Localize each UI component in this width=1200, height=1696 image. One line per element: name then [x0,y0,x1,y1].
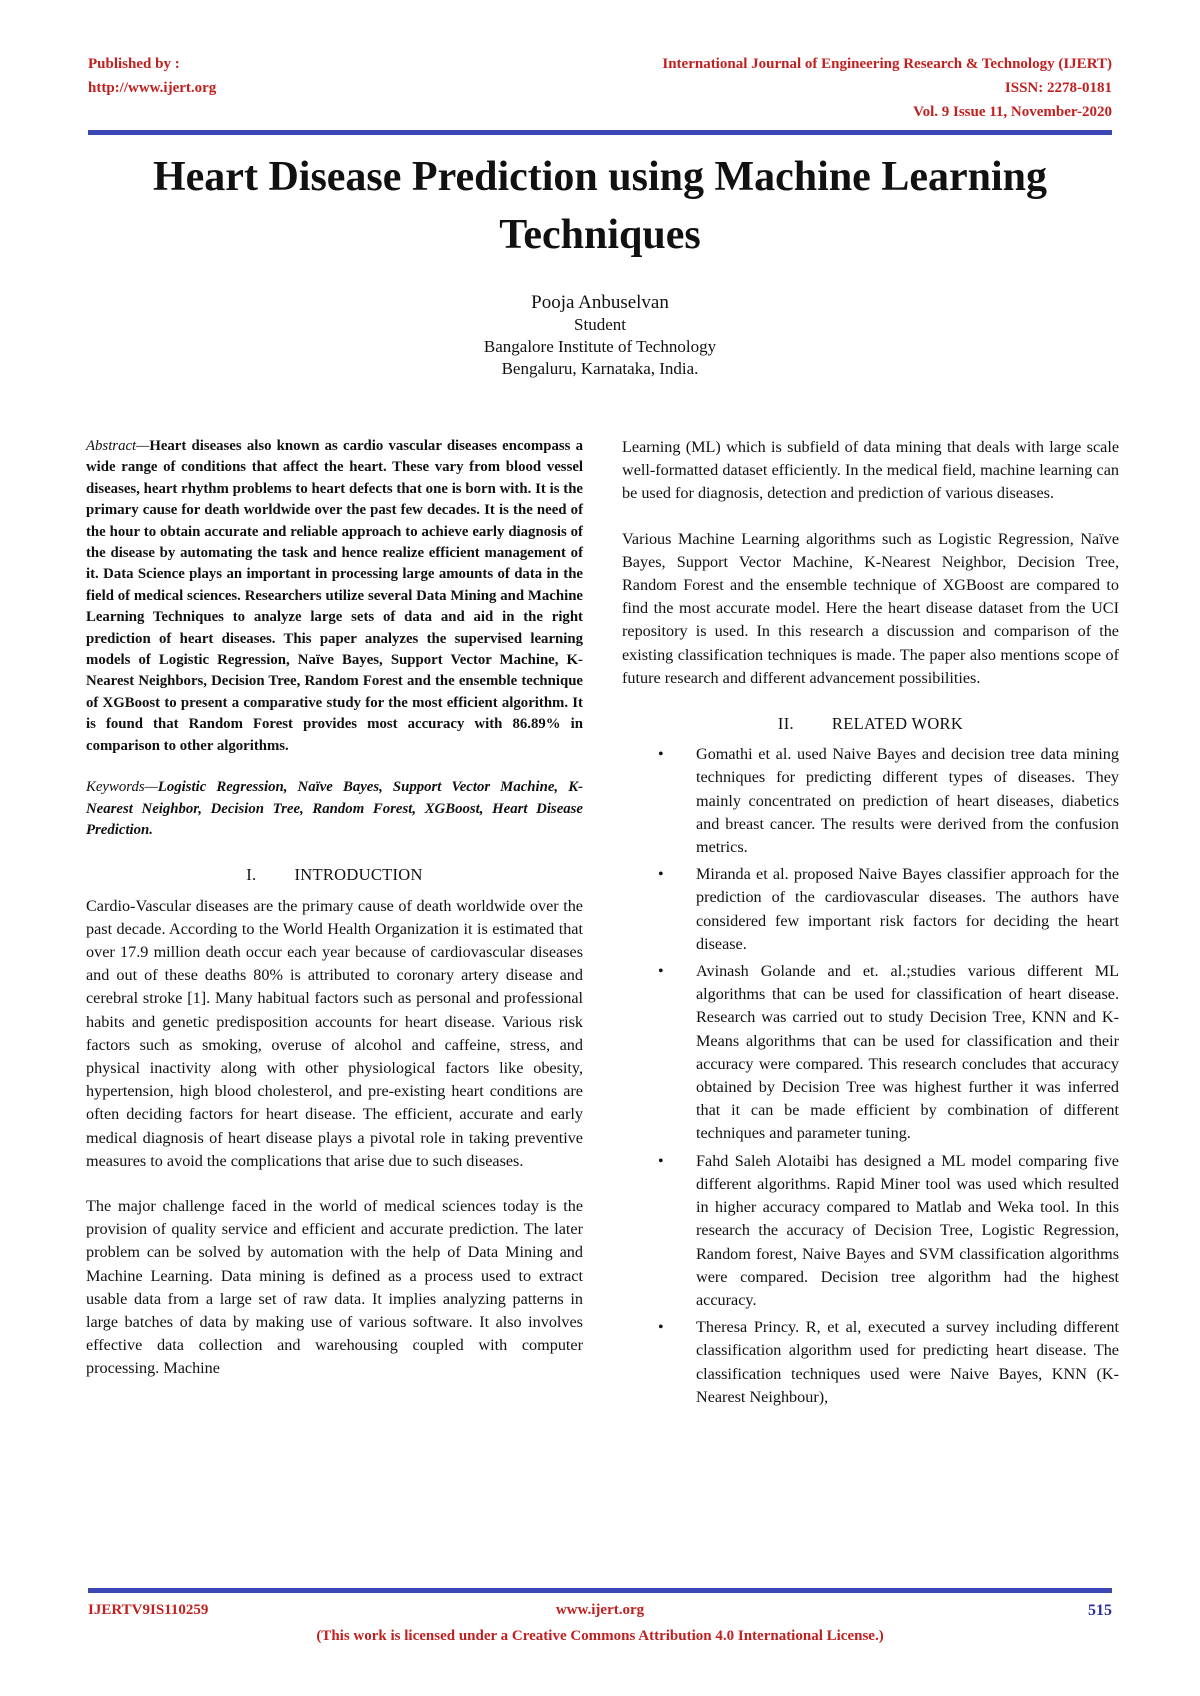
abstract-lead: Abstract— [86,438,150,454]
bullet-icon: • [658,866,664,884]
page-number: 515 [1088,1602,1112,1619]
list-item [622,1150,1119,1312]
paper-title: Heart Disease Prediction using Machine Learning Techniques [153,154,1047,258]
keywords [86,777,583,841]
keywords-lead: Keywords— [86,779,158,796]
list-item [622,1316,1119,1409]
list-item-text: Fahd Saleh Alotaibi has designed a ML model comparing five different algorithms. Rapid Miner tool was used which resulted in higher accuracy compared to Matlab and Weka tool. In this research the accuracy of Decision Tree, Logistic Regression, Random forest, Naive Bayes and SVM classification algorithms were compared. Decision tree algorithm had the highest accuracy. [696,1151,1119,1309]
list-item-text: Miranda et al. proposed Naive Bayes classifier approach for the prediction of the cardiovascular diseases. The authors have considered few important risk factors for deciding the heart disease. [696,865,1119,953]
bullet-icon: • [658,1152,664,1170]
list-item [622,863,1119,956]
related-work-heading [622,712,1119,735]
related-work-list [622,743,1119,1409]
introduction-paragraph-4: Various Machine Learning algorithms such as Logistic Regression, Naïve Bayes, Support Vector Machine, K-Nearest Neighbor, Decision Tree, Random Forest and the ensemble technique of XGBoost are compared to find the most accurate model. Here the heart disease dataset from the UCI repository is used. In this research a discussion and comparison of the existing classification techniques is made. The paper also mentions scope of future research and different advancement possibilities. [622,529,1119,687]
introduction-heading [86,863,583,886]
abstract [86,436,583,757]
paper-id: IJERTV9IS110259 [88,1602,209,1618]
bullet-icon: • [658,746,664,764]
author-institution: Bangalore Institute of Technology [483,337,717,356]
list-item-text: Avinash Golande and et. al.;studies various different ML algorithms that can be used for classification of heart disease. Research was carried out to study Decision Tree, KNN and K-Means algorithms that can be used for classification and their accuracy were compared. This research concludes that accuracy obtained by Decision Tree was highest further it was inferred that it can be made efficient by combination of different techniques and parameter tuning. [696,962,1119,1143]
abstract-text: Heart diseases also known as cardio vascular diseases encompass a wide range of conditions that affect the heart. These vary from blood vessel diseases, heart rhythm problems to heart defects that one is born with. It is the primary cause for death worldwide over the past few decades. It is the need of the hour to obtain accurate and reliable approach to achieve early diagnosis of the disease by automating the task and hence realize efficient management of it. Data Science plays an important in processing large amounts of data in the field of medical sciences. Researchers utilize several Data Mining and Machine Learning Techniques to analyze large sets of data and aid in the right prediction of heart diseases. This paper analyzes the supervised learning models of Logistic Regression, Naïve Bayes, Support Vector Machine, K-Nearest Neighbors, Decision Tree, Random Forest and the ensemble technique of XGBoost to present a comparative study for the most efficient algorithm. It is found that Random Forest provides most accuracy with 86.89% in comparison to other algorithms. [86,438,583,754]
journal-url-link[interactable]: http://www.ijert.org [88,80,217,96]
list-item [622,960,1119,1146]
journal-name: International Journal of Engineering Research & Technology (IJERT) [662,56,1112,72]
related-work-number: II. [777,714,794,734]
author-block [300,292,900,380]
introduction-number: I. [246,865,257,885]
right-column [622,436,1119,1413]
header-left [88,52,216,100]
bullet-icon: • [658,963,664,981]
left-column [86,436,583,1403]
author-location: Bengaluru, Karnataka, India. [501,359,699,378]
footer-divider [88,1588,1112,1593]
footer-site-link[interactable]: www.ijert.org [555,1602,645,1618]
keywords-text: Logistic Regression, Naïve Bayes, Support Vector Machine, K-Nearest Neighbor, Decision Tree, Random Forest, XGBoost, Heart Disease Prediction. [86,779,583,838]
list-item-text: Theresa Princy. R, et al, executed a survey including different classification algorithm used for predicting heart disease. The classification techniques used were Naive Bayes, KNN (K- Nearest Neighbour), [696,1318,1119,1406]
header-divider [88,130,1112,135]
related-work-title: RELATED WORK [831,714,964,734]
journal-volume: Vol. 9 Issue 11, November-2020 [913,104,1112,120]
published-by-label: Published by : [88,56,180,72]
license-notice: (This work is licensed under a Creative Commons Attribution 4.0 International License.) [316,1628,884,1644]
journal-issn: ISSN: 2278-0181 [1004,80,1112,96]
bullet-icon: • [658,1319,664,1337]
introduction-paragraph-1: Cardio-Vascular diseases are the primary cause of death worldwide over the past decade. According to the World Health Organization it is estimated that over 17.9 million death occur each year because of cardiovascular diseases and out of these deaths 80% is attributed to coronary artery disease and cerebral stroke [1]. Many habitual factors such as personal and professional habits and genetic predisposition accounts for heart disease. Various risk factors such as smoking, overuse of alcohol and caffeine, stress, and physical inactivity along with other physiological factors like obesity, hypertension, high blood cholesterol, and pre-existing heart conditions are often deciding factors for heart disease. The efficient, accurate and early medical diagnosis of heart disease plays a pivotal role in taking preventive measures to avoid the complications that arise due to such diseases. [86,896,583,1170]
header-right [662,52,1112,124]
list-item-text: Gomathi et al. used Naive Bayes and decision tree data mining techniques for predicting different types of diseases. They mainly concentrated on prediction of heart diseases, diabetics and breast cancer. The results were derived from the confusion metrics. [696,745,1119,857]
introduction-paragraph-3: Learning (ML) which is subfield of data mining that deals with large scale well-formatted dataset efficiently. In the medical field, machine learning can be used for diagnosis, detection and prediction of various diseases. [622,438,1119,503]
introduction-paragraph-2: The major challenge faced in the world of medical sciences today is the provision of quality service and efficient and accurate prediction. The later problem can be solved by automation with the help of Data Mining and Machine Learning. Data mining is defined as a process used to extract usable data from a large set of raw data. It implies analyzing patterns in large batches of data by making use of various software. It also involves effective data collection and warehousing coupled with computer processing. Machine [86,1196,583,1378]
list-item [622,743,1119,859]
author-name: Pooja Anbuselvan [531,292,669,313]
author-role: Student [574,315,626,334]
introduction-title: INTRODUCTION [294,865,423,885]
